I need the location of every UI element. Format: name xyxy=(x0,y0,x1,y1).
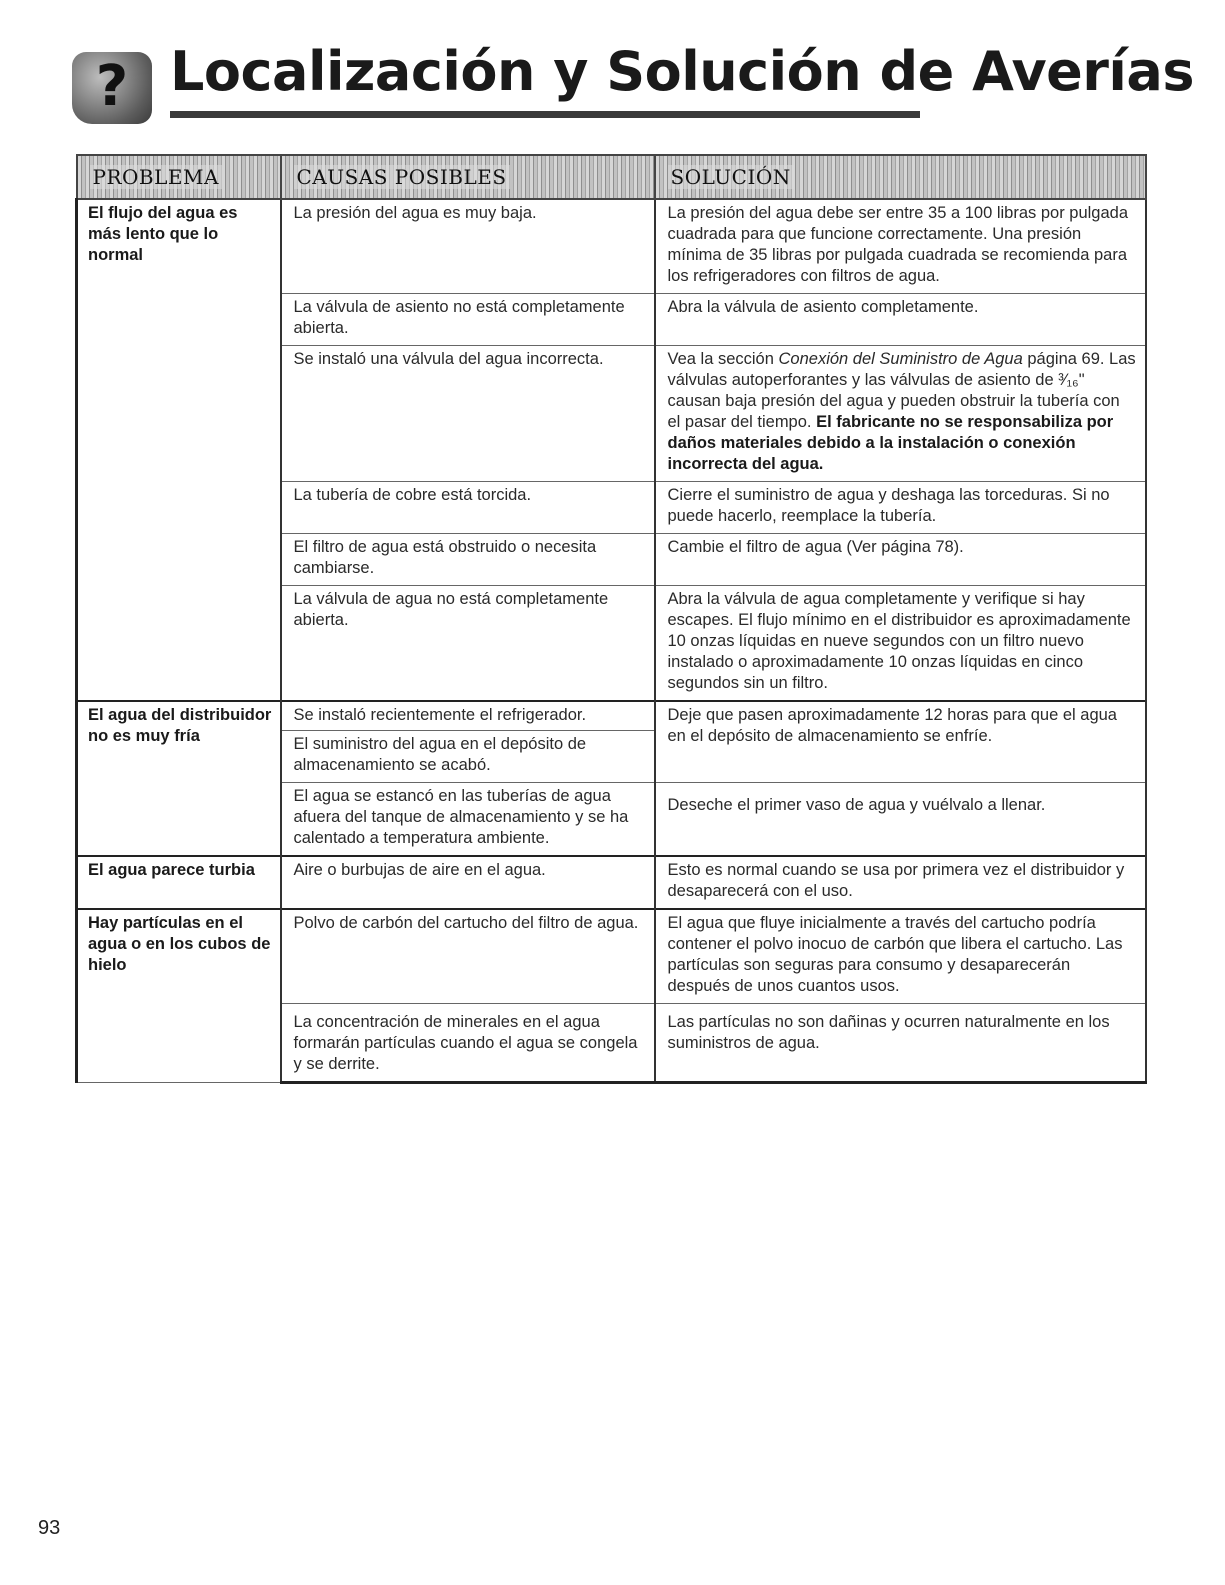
solution-cell: Cierre el suministro de agua y deshaga las torceduras. Si no puede hacerlo, reemplace la tubería. xyxy=(655,482,1146,534)
cause-text: El suministro del agua en el depósito de almacenamiento se acabó. xyxy=(282,730,654,776)
solution-cell: Las partículas no son dañinas y ocurren naturalmente en los suministros de agua. xyxy=(655,1004,1146,1083)
solution-cell: Esto es normal cuando se usa por primera vez el distribuidor y desaparecerá con el uso. xyxy=(655,856,1146,909)
cause-cell: La tubería de cobre está torcida. xyxy=(281,482,655,534)
solution-cell xyxy=(655,346,1146,482)
cause-cell: El agua se estancó en las tuberías de agua afuera del tanque de almacenamiento y se ha calentado a temperatura ambiente. xyxy=(281,783,655,857)
page-header xyxy=(72,38,1195,130)
solution-cell: Cambie el filtro de agua (Ver página 78). xyxy=(655,534,1146,586)
cause-text: Se instaló recientemente el refrigerador. xyxy=(293,706,587,724)
header-solution: SOLUCIÓN xyxy=(655,155,1146,199)
cause-cell: La concentración de minerales en el agua formarán partículas cuando el agua se congela y se derrite. xyxy=(281,1004,655,1083)
table-row xyxy=(77,701,1146,783)
table-row xyxy=(77,199,1146,294)
cause-cell: Aire o burbujas de aire en el agua. xyxy=(281,856,655,909)
cause-cell: La válvula de asiento no está completamente abierta. xyxy=(281,294,655,346)
troubleshooting-table xyxy=(75,154,1147,1084)
liability-warning: El fabricante no se responsabiliza por daños materiales debido a la instalación o conexión incorrecta del agua. xyxy=(667,413,1114,473)
table-row xyxy=(77,856,1146,909)
cause-cell xyxy=(281,701,655,783)
solution-cell: Deseche el primer vaso de agua y vuélvalo a llenar. xyxy=(655,783,1146,857)
header-causes: CAUSAS POSIBLES xyxy=(281,155,655,199)
problem-cell: El agua del distribuidor no es muy fría xyxy=(77,701,281,856)
cause-cell: Polvo de carbón del cartucho del filtro de agua. xyxy=(281,909,655,1004)
title-underline xyxy=(170,111,920,118)
solution-text: página 69. Las válvulas autoperforantes y las válvulas de asiento de ³⁄₁₆" causan baja presión del agua y pueden obstruir la tubería con el pasar del tiempo. xyxy=(667,350,1136,431)
solution-cell: La presión del agua debe ser entre 35 a 100 libras por pulgada cuadrada para que funcione correctamente. Una presión mínima de 35 libras por pulgada cuadrada se recomienda para los refrigeradores con filtros de agua. xyxy=(655,199,1146,294)
solution-cell: El agua que fluye inicialmente a través del cartucho podría contener el polvo inocuo de carbón que libera el cartucho. Las partículas son seguras para consumo y desaparecerán después de unos cuantos usos. xyxy=(655,909,1146,1004)
solution-cell: Abra la válvula de agua completamente y verifique si hay escapes. El flujo mínimo en el distribuidor es aproximadamente 10 onzas líquidas en nueve segundos con un filtro nuevo instalado o aproximadamente 10 onzas líquidas en cinco segundos sin un filtro. xyxy=(655,586,1146,702)
solution-text: Vea la sección xyxy=(667,350,779,368)
solution-cell: Deje que pasen aproximadamente 12 horas para que el agua en el depósito de almacenamiento se enfríe. xyxy=(655,701,1146,783)
page-title: Localización y Solución de Averías xyxy=(170,40,1195,103)
table-row xyxy=(77,909,1146,1004)
solution-cell: Abra la válvula de asiento completamente. xyxy=(655,294,1146,346)
cause-cell: La presión del agua es muy baja. xyxy=(281,199,655,294)
problem-cell: El agua parece turbia xyxy=(77,856,281,909)
cause-cell: Se instaló una válvula del agua incorrecta. xyxy=(281,346,655,482)
problem-cell: Hay partículas en el agua o en los cubos de hielo xyxy=(77,909,281,1083)
page-number: 93 xyxy=(38,1517,61,1539)
cause-cell: El filtro de agua está obstruido o necesita cambiarse. xyxy=(281,534,655,586)
section-reference: Conexión del Suministro de Agua xyxy=(778,350,1023,368)
table-header-row xyxy=(77,155,1146,199)
header-problem: PROBLEMA xyxy=(77,155,281,199)
question-mark-icon: ? xyxy=(72,52,152,124)
cause-cell: La válvula de agua no está completamente abierta. xyxy=(281,586,655,702)
problem-cell: El flujo del agua es más lento que lo normal xyxy=(77,199,281,701)
